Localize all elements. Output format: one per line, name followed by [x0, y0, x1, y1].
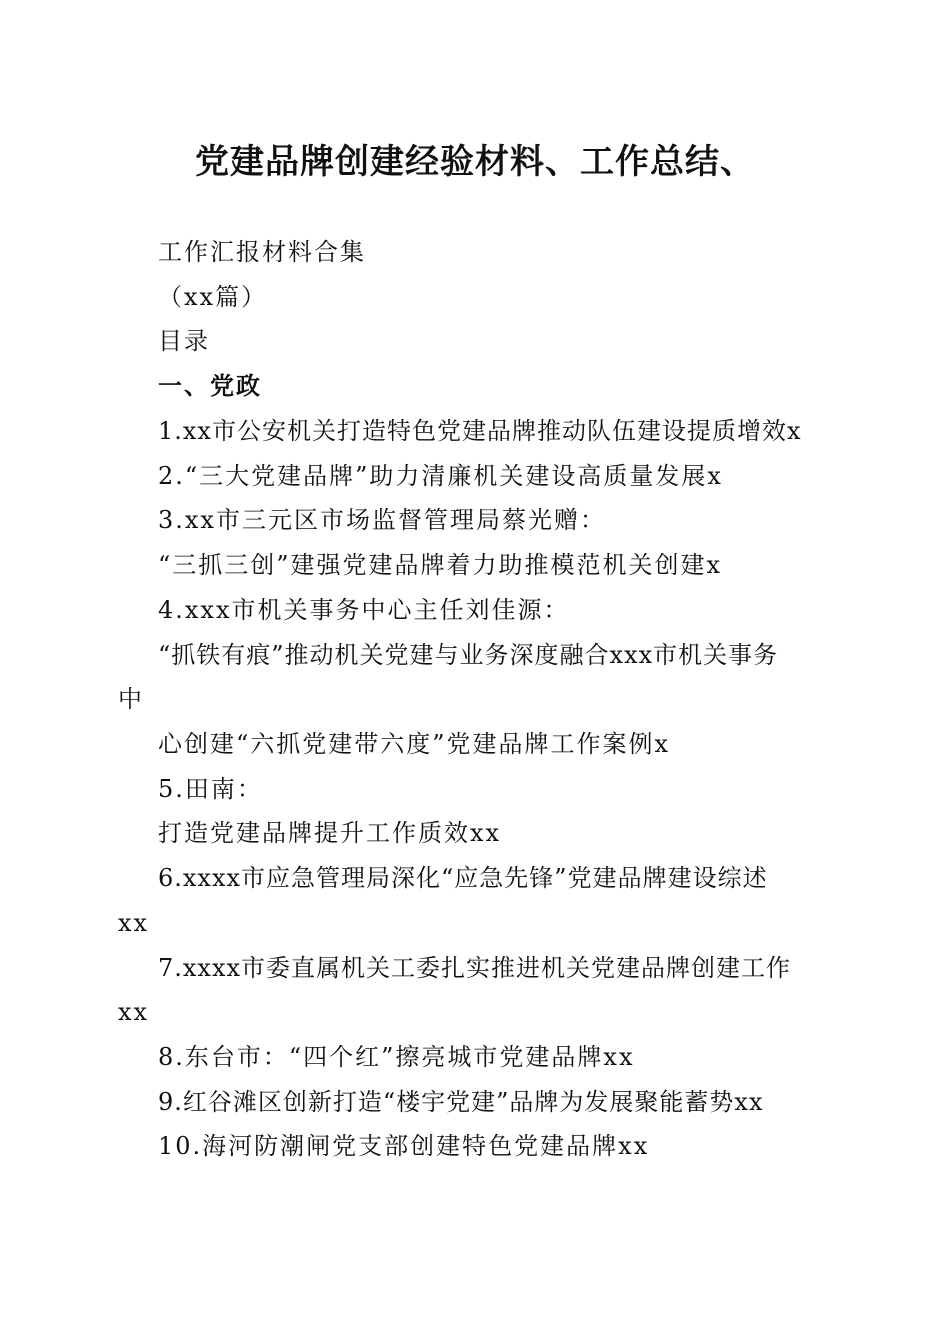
toc-item: 8.东台市：“四个红”擦亮城市党建品牌xx: [158, 1043, 635, 1071]
toc-item: 10.海河防潮闸党支部创建特色党建品牌xx: [158, 1132, 650, 1160]
toc-item: 9.红谷滩区创新打造“楼宇党建”品牌为发展聚能蓄势xx: [158, 1088, 764, 1116]
toc-item-continuation: 心创建“六抓党建带六度”党建品牌工作案例x: [158, 730, 671, 758]
toc-item: 5.田南：: [158, 775, 263, 803]
toc-item: 3.xx市三元区市场监督管理局蔡光赠：: [158, 506, 606, 534]
toc-item-continuation: xx: [118, 909, 150, 937]
toc-heading: 目录: [158, 327, 210, 355]
toc-item-continuation: 打造党建品牌提升工作质效xx: [158, 819, 502, 847]
toc-item: 6.xxxx市应急管理局深化“应急先锋”党建品牌建设综述: [158, 864, 768, 892]
toc-item: 1.xx市公安机关打造特色党建品牌推动队伍建设提质增效x: [158, 417, 802, 445]
toc-item: 7.xxxx市委直属机关工委扎实推进机关党建品牌创建工作: [158, 954, 792, 982]
toc-item: 4.xxx市机关事务中心主任刘佳源：: [158, 596, 570, 624]
count-line: （xx篇）: [158, 283, 268, 311]
toc-item-continuation: xx: [118, 998, 150, 1026]
toc-item: 2.“三大党建品牌”助力清廉机关建设高质量发展x: [158, 462, 723, 490]
toc-item-continuation: 中: [118, 685, 144, 713]
toc-item-continuation: “抓铁有痕”推动机关党建与业务深度融合xxx市机关事务: [158, 641, 779, 669]
toc-item-continuation: “三抓三创”建强党建品牌着力助推模范机关创建x: [158, 551, 723, 579]
subtitle-line: 工作汇报材料合集: [158, 238, 366, 266]
document-title: 党建品牌创建经验材料、工作总结、: [195, 142, 755, 182]
section-heading: 一、党政: [158, 371, 262, 400]
